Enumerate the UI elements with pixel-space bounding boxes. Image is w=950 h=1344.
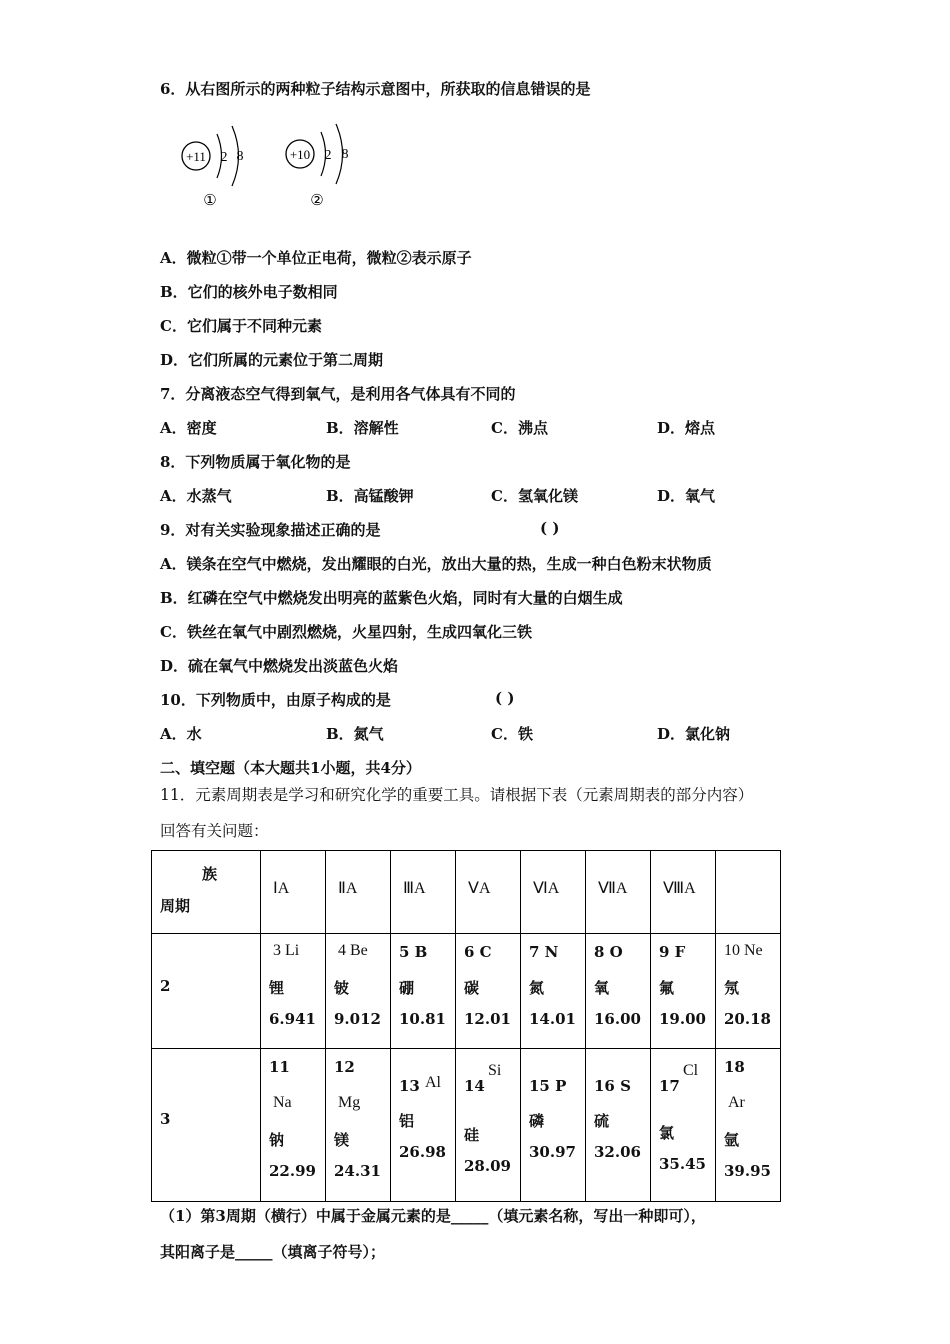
element-cell-n (521, 934, 586, 1049)
element-cell-s (586, 1049, 651, 1202)
element-cell-na (261, 1049, 326, 1202)
q7-option-b: B．溶解性 (326, 419, 399, 437)
group-label: ⅧA (663, 880, 696, 897)
element-mass: 16.00 (594, 1010, 641, 1028)
q8-stem: 8．下列物质属于氧化物的是 (160, 453, 351, 471)
particle-1-label: ① (203, 191, 217, 209)
q6-option-b: B．它们的核外电子数相同 (160, 283, 338, 301)
corner-cell (152, 851, 261, 934)
element-number: 11 (269, 1058, 290, 1076)
particle-2-shell-1: 2 (324, 148, 332, 163)
group-header (391, 851, 456, 934)
element-cell-ar (716, 1049, 781, 1202)
q8-option-b: B．高锰酸钾 (326, 487, 414, 505)
q7-stem: 7．分离液态空气得到氧气，是利用各气体具有不同的 (160, 385, 516, 403)
group-header (716, 851, 781, 934)
q6-stem: 6．从右图所示的两种粒子结构示意图中，所获取的信息错误的是 (160, 80, 591, 98)
q7-option-c: C．沸点 (491, 419, 548, 437)
element-symbol: Si (488, 1062, 502, 1079)
corner-period-label: 周期 (160, 897, 191, 915)
element-number: 15 P (529, 1077, 567, 1095)
element-mass: 9.012 (334, 1010, 381, 1028)
group-label: ⅦA (598, 880, 628, 897)
element-name: 氯 (659, 1124, 675, 1142)
element-cell-al (391, 1049, 456, 1202)
atomic-structure-diagram (170, 118, 370, 210)
element-symbol: 5 B (399, 943, 428, 961)
q6-option-c: C．它们属于不同种元素 (160, 317, 322, 335)
q10-stem: 10．下列物质中，由原子构成的是 (160, 691, 391, 709)
element-cell-cl (651, 1049, 716, 1202)
element-name: 氮 (529, 979, 545, 997)
element-name: 铍 (334, 979, 350, 997)
group-header (456, 851, 521, 934)
element-number: 14 (464, 1077, 485, 1095)
element-name: 锂 (269, 979, 285, 997)
element-name: 磷 (529, 1112, 545, 1130)
particle-1-shell-2: 8 (236, 149, 244, 164)
element-symbol: 4 Be (338, 942, 368, 959)
q11-stem-line-1: 11．元素周期表是学习和研究化学的重要工具。请根据下表（元素周期表的部分内容） (160, 786, 754, 804)
element-mass: 30.97 (529, 1143, 576, 1161)
q10-paren: ( ) (495, 689, 515, 707)
element-name: 镁 (334, 1131, 350, 1149)
q7-option-a: A．密度 (160, 419, 217, 437)
element-name: 硫 (594, 1112, 610, 1130)
q9-stem: 9．对有关实验现象描述正确的是 (160, 521, 381, 539)
particle-2-shell-2: 8 (341, 147, 349, 162)
corner-group-label: 族 (202, 865, 218, 883)
particle-1-nucleus: +11 (186, 149, 206, 164)
q11-sub1-line-2: 其阳离子是_____（填离子符号）； (160, 1243, 386, 1261)
element-number: 12 (334, 1058, 355, 1076)
element-number: 13 (399, 1077, 420, 1095)
element-mass: 6.941 (269, 1010, 316, 1028)
group-label: ⅡA (338, 880, 358, 897)
element-name: 碳 (464, 979, 480, 997)
table-row-period-2 (152, 934, 781, 1049)
element-cell-si (456, 1049, 521, 1202)
group-header (521, 851, 586, 934)
section-2-title: 二、填空题（本大题共1小题，共4分） (160, 759, 421, 777)
group-label: ⅠA (273, 880, 290, 897)
element-cell-mg (326, 1049, 391, 1202)
q10-option-b: B．氮气 (326, 725, 384, 743)
element-name: 硼 (399, 979, 415, 997)
period-cell (152, 934, 261, 1049)
group-label: ⅢA (403, 880, 426, 897)
q6-option-d: D．它们所属的元素位于第二周期 (160, 351, 384, 369)
q9-option-d: D．硫在氧气中燃烧发出淡蓝色火焰 (160, 657, 399, 675)
q8-option-d: D．氧气 (657, 487, 716, 505)
element-symbol: 8 O (594, 943, 623, 961)
q9-option-a: A．镁条在空气中燃烧，发出耀眼的白光，放出大量的热，生成一种白色粉末状物质 (160, 555, 712, 573)
q10-option-c: C．铁 (491, 725, 533, 743)
element-mass: 19.00 (659, 1010, 706, 1028)
particle-1-shell-1: 2 (220, 150, 228, 165)
q11-sub1-line-1: （1）第3周期（横行）中属于金属元素的是_____（填元素名称，写出一种即可）， (160, 1207, 706, 1225)
element-cell-li (261, 934, 326, 1049)
element-cell-f (651, 934, 716, 1049)
q7-option-d: D．熔点 (657, 419, 716, 437)
element-symbol: 7 N (529, 943, 559, 961)
element-mass: 22.99 (269, 1162, 316, 1180)
group-label: ⅤA (468, 880, 491, 897)
q10-option-d: D．氯化钠 (657, 725, 731, 743)
particle-2-diagram (286, 124, 349, 209)
element-mass: 26.98 (399, 1143, 446, 1161)
element-name: 氧 (594, 979, 610, 997)
element-symbol: Cl (683, 1062, 699, 1079)
table-header-row (152, 851, 781, 934)
group-header (651, 851, 716, 934)
element-symbol: Al (425, 1074, 441, 1091)
q9-option-c: C．铁丝在氧气中剧烈燃烧，火星四射，生成四氧化三铁 (160, 623, 532, 641)
q6-option-a: A．微粒①带一个单位正电荷，微粒②表示原子 (160, 249, 472, 267)
q9-option-b: B．红磷在空气中燃烧发出明亮的蓝紫色火焰，同时有大量的白烟生成 (160, 589, 623, 607)
particle-1-diagram (182, 126, 244, 209)
element-mass: 24.31 (334, 1162, 381, 1180)
element-mass: 35.45 (659, 1155, 706, 1173)
q8-option-a: A．水蒸气 (160, 487, 232, 505)
element-name: 氩 (724, 1131, 740, 1149)
particle-2-label: ② (310, 191, 324, 209)
element-symbol: Ar (728, 1094, 745, 1111)
element-name: 铝 (399, 1112, 415, 1130)
element-number: 17 (659, 1077, 680, 1095)
element-cell-b (391, 934, 456, 1049)
particle-2-nucleus: +10 (289, 147, 311, 162)
element-symbol: Na (273, 1094, 292, 1111)
element-number: 16 S (594, 1077, 631, 1095)
element-cell-p (521, 1049, 586, 1202)
element-cell-c (456, 934, 521, 1049)
group-header (261, 851, 326, 934)
element-cell-be (326, 934, 391, 1049)
periodic-table (151, 850, 781, 1202)
element-name: 硅 (464, 1126, 480, 1144)
element-symbol: 9 F (659, 943, 686, 961)
element-name: 氖 (724, 979, 740, 997)
element-cell-ne (716, 934, 781, 1049)
element-mass: 14.01 (529, 1010, 576, 1028)
element-mass: 10.81 (399, 1010, 446, 1028)
period-cell (152, 1049, 261, 1202)
element-name: 钠 (269, 1131, 285, 1149)
element-mass: 39.95 (724, 1162, 771, 1180)
element-name: 氟 (659, 979, 675, 997)
element-cell-o (586, 934, 651, 1049)
element-mass: 20.18 (724, 1010, 771, 1028)
element-mass: 32.06 (594, 1143, 641, 1161)
period-label: 2 (160, 977, 171, 995)
q10-option-a: A．水 (160, 725, 202, 743)
q8-option-c: C．氢氧化镁 (491, 487, 578, 505)
table-row-period-3 (152, 1049, 781, 1202)
element-symbol: 10 Ne (724, 942, 763, 959)
period-label: 3 (160, 1110, 171, 1128)
group-header (326, 851, 391, 934)
element-mass: 12.01 (464, 1010, 511, 1028)
q11-stem-line-2: 回答有关问题： (160, 822, 269, 840)
element-symbol: 6 C (464, 943, 492, 961)
q9-paren: ( ) (540, 519, 560, 537)
element-mass: 28.09 (464, 1157, 511, 1175)
group-label: ⅥA (533, 880, 560, 897)
element-symbol: Mg (338, 1094, 361, 1111)
element-number: 18 (724, 1058, 745, 1076)
element-symbol: 3 Li (273, 942, 300, 959)
group-header (586, 851, 651, 934)
